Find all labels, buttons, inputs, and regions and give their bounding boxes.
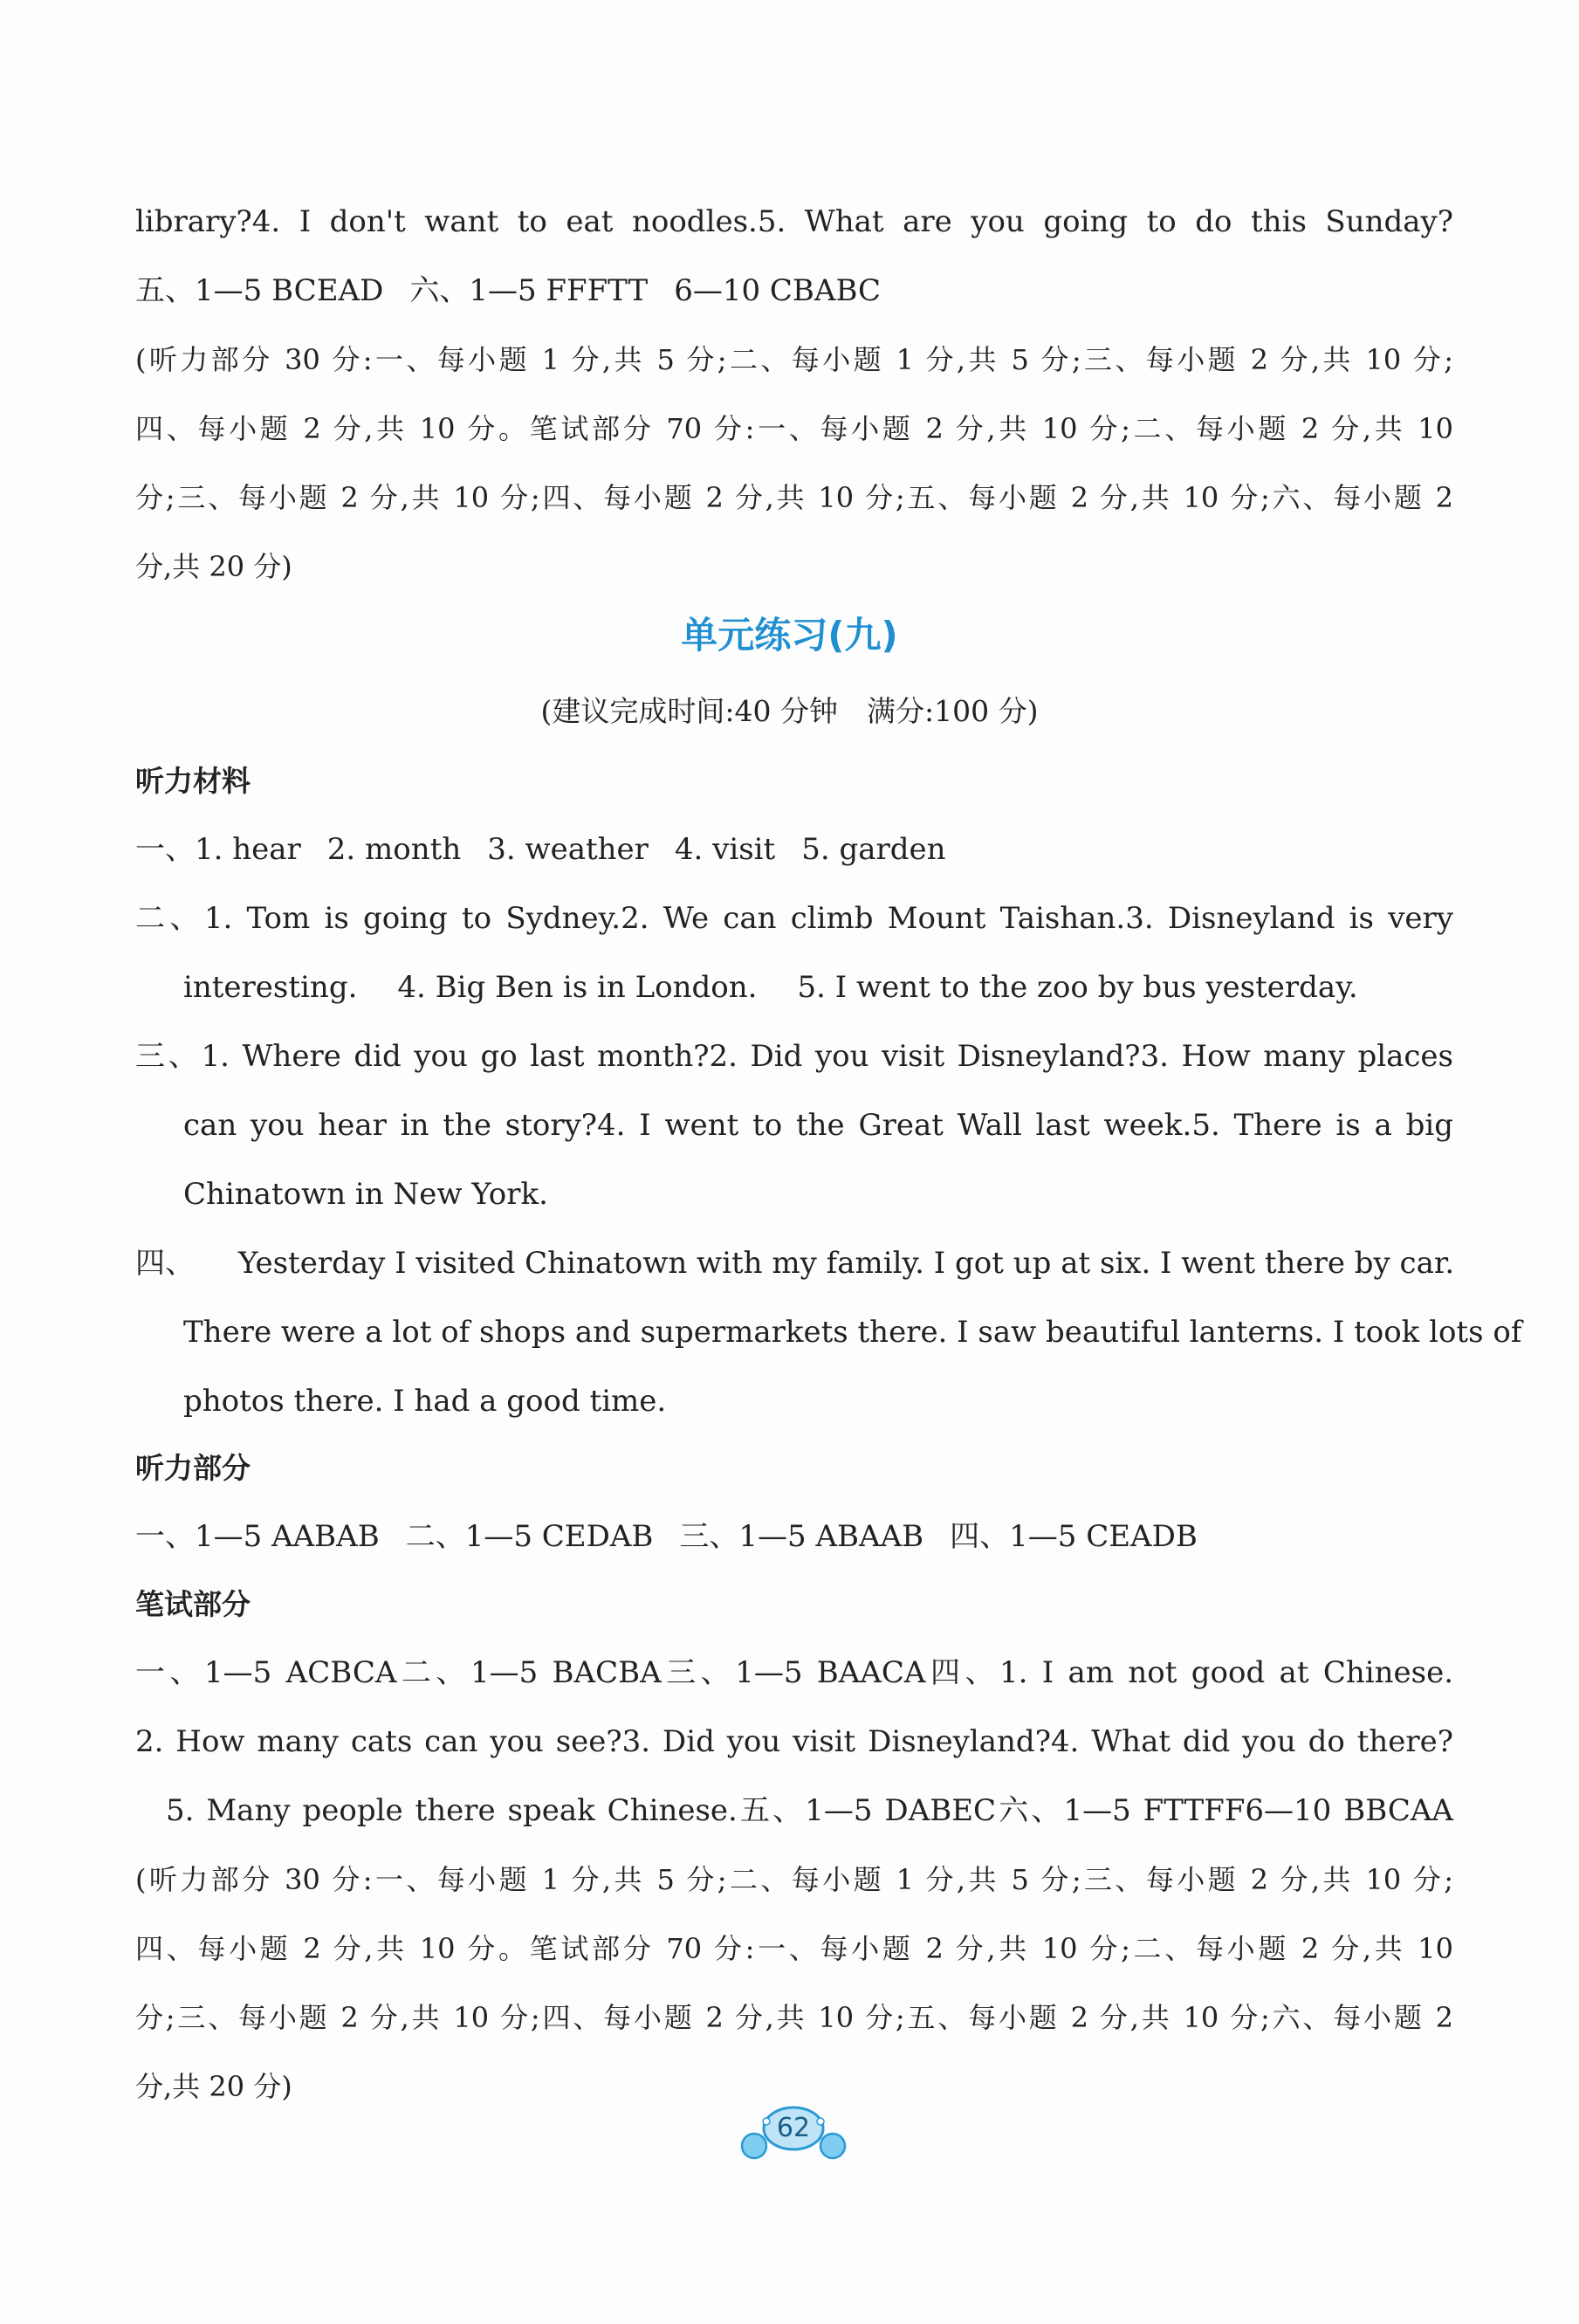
material-section-4b: There were a lot of shops and supermarkets there. I saw beautiful lanterns. I took lots of xyxy=(183,1315,1522,1350)
written-line-3 xyxy=(166,1791,1453,1830)
listening-answers xyxy=(135,1517,1579,1556)
text: 4. What did you do there? xyxy=(1050,1724,1453,1759)
text: 二、1—5 CEDAB xyxy=(405,1519,654,1554)
text: 2. How many cats can you see? xyxy=(135,1724,622,1759)
heading-listening-part: 听力部分 xyxy=(135,1451,251,1485)
text: 2. Did you visit Disneyland? xyxy=(709,1039,1141,1074)
text: 4. I don't want to eat noodles. xyxy=(251,204,758,239)
text: can you hear in the story? xyxy=(183,1108,598,1143)
material-section-4a xyxy=(135,1244,1579,1282)
written-line-1 xyxy=(135,1654,1453,1692)
heading-listening-material: 听力材料 xyxy=(135,764,251,798)
material-section-2a xyxy=(135,899,1453,938)
text: 6—10 CBABC xyxy=(674,273,882,308)
material-section-2b xyxy=(183,968,1579,1007)
material-section-1 xyxy=(135,830,1579,869)
text: 一、1—5 AABAB xyxy=(135,1519,380,1554)
material-section-4c: photos there. I had a good time. xyxy=(183,1384,667,1419)
text: 4. visit xyxy=(674,832,776,867)
text: 5. I went to the zoo by bus yesterday. xyxy=(797,970,1358,1005)
written-scoring-2: 四、每小题 2 分,共 10 分。笔试部分 70 分:一、每小题 2 分,共 10 分;二、每小题 2 分,共 10 xyxy=(135,1932,1453,1965)
text: 6—10 BBCAA xyxy=(1245,1793,1453,1828)
page-number: 62 xyxy=(776,2113,811,2143)
text: interesting. xyxy=(183,970,358,1005)
unit-title: 单元练习(九) xyxy=(681,614,898,657)
material-section-3a xyxy=(135,1037,1453,1076)
top-scoring-3: 分;三、每小题 2 分,共 10 分;四、每小题 2 分,共 10 分;五、每小题 2 分,共 10 分;六、每小题 2 xyxy=(135,481,1453,514)
text: 2. We can climb Mount Taishan. xyxy=(621,901,1126,936)
top-scoring-1: (听力部分 30 分:一、每小题 1 分,共 5 分;二、每小题 1 分,共 5 分;三、每小题 2 分,共 10 分; xyxy=(135,343,1453,376)
material-section-3b xyxy=(183,1106,1453,1145)
text: 3. How many places xyxy=(1140,1039,1453,1074)
text: 3. Disneyland is very xyxy=(1125,901,1454,936)
text: 3. weather xyxy=(487,832,649,867)
top-scoring-4: 分,共 20 分) xyxy=(135,550,292,583)
unit-subtitle: (建议完成时间:40 分钟 满分:100 分) xyxy=(540,694,1039,728)
text: 2. month xyxy=(326,832,462,867)
written-scoring-3: 分;三、每小题 2 分,共 10 分;四、每小题 2 分,共 10 分;五、每小题 2 分,共 10 分;六、每小题 2 xyxy=(135,2001,1453,2034)
text: 5. There is a big xyxy=(1191,1108,1453,1143)
text: 二、1. Tom is going to Sydney. xyxy=(135,901,621,936)
material-section-3c: Chinatown in New York. xyxy=(183,1177,548,1212)
text: 五、1—5 BCEAD xyxy=(135,273,384,308)
text: 三、1—5 BAACA xyxy=(661,1655,926,1690)
text: 二、1—5 BACBA xyxy=(396,1655,662,1690)
written-scoring-4: 分,共 20 分) xyxy=(135,2070,292,2103)
text: 三、1. Where did you go last month? xyxy=(135,1039,710,1074)
text: 5. Many people there speak Chinese. xyxy=(166,1793,738,1828)
text: 六、1—5 FFFTT xyxy=(409,273,649,308)
text: 4. I went to the Great Wall last week. xyxy=(597,1108,1192,1143)
written-line-2 xyxy=(135,1722,1453,1761)
text: 5. What are you going to do this Sunday? xyxy=(757,204,1453,239)
text: 一、1. hear xyxy=(135,832,301,867)
heading-written-part: 笔试部分 xyxy=(135,1587,251,1621)
text: 4. Big Ben is in London. xyxy=(397,970,758,1005)
top-scoring-2: 四、每小题 2 分,共 10 分。笔试部分 70 分:一、每小题 2 分,共 10 分;二、每小题 2 分,共 10 xyxy=(135,412,1453,445)
text: library? xyxy=(135,204,252,239)
text: 四、1—5 CEADB xyxy=(950,1519,1198,1554)
text: 三、1—5 ABAAB xyxy=(679,1519,924,1554)
written-scoring-1: (听力部分 30 分:一、每小题 1 分,共 5 分;二、每小题 1 分,共 5 分;三、每小题 2 分,共 10 分; xyxy=(135,1863,1453,1896)
page-number-badge xyxy=(737,2104,850,2165)
text: 3. Did you visit Disneyland? xyxy=(621,1724,1051,1759)
top-line-1 xyxy=(135,203,1453,241)
text: Yesterday I visited Chinatown with my family. I got up at six. I went there by car. xyxy=(238,1246,1455,1281)
text: 六、1—5 FTTFF xyxy=(996,1793,1246,1828)
text: 5. garden xyxy=(801,832,946,867)
text: 四、 xyxy=(135,1246,195,1281)
text: 五、1—5 DABEC xyxy=(737,1793,997,1828)
top-line-2 xyxy=(135,272,1579,310)
text: 一、1—5 ACBCA xyxy=(135,1655,397,1690)
text: 四、1. I am not good at Chinese. xyxy=(925,1655,1453,1690)
